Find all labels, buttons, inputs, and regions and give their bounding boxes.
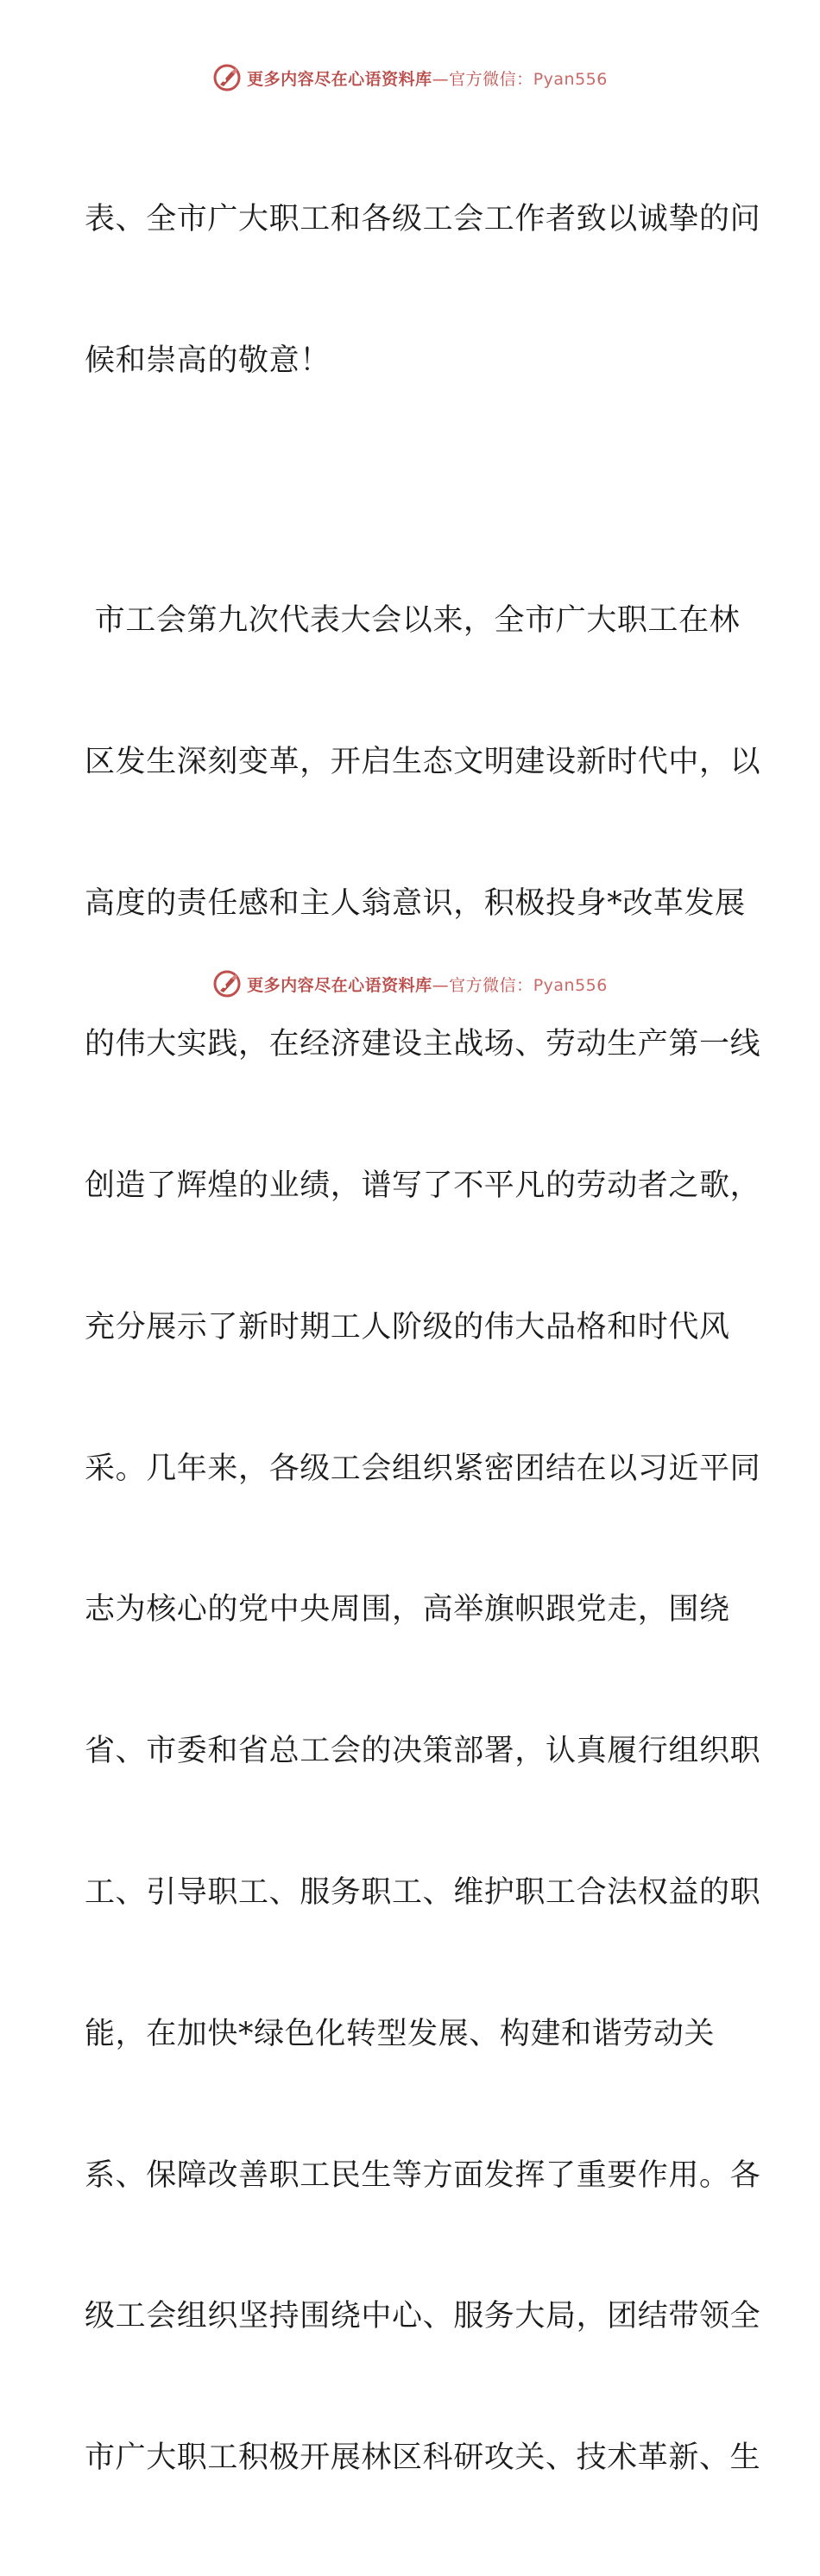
paragraph-2 xyxy=(85,503,761,2576)
footer-wechat-label: 官方微信： xyxy=(449,975,533,995)
footer-banner xyxy=(0,967,820,1001)
text-line: 的伟大实践，在经济建设主战场、劳动生产第一线 xyxy=(85,1027,761,1062)
header-wechat-label: 官方微信： xyxy=(449,69,533,89)
header-banner xyxy=(0,60,820,95)
text-line: 系、保障改善职工民生等方面发挥了重要作用。各 xyxy=(85,2157,761,2193)
text-line: 采。几年来，各级工会组织紧密团结在以习近平同 xyxy=(85,1451,761,1486)
text-line: 充分展示了新时期工人阶级的伟大品格和时代风 xyxy=(85,1309,730,1345)
text-line: 市广大职工积极开展林区科研攻关、技术革新、生 xyxy=(85,2441,761,2476)
header-dash: — xyxy=(432,69,450,89)
text-line: 级工会组织坚持围绕中心、服务大局，团结带领全 xyxy=(85,2299,761,2334)
text-line: 高度的责任感和主人翁意识，积极投身*改革发展 xyxy=(85,885,746,921)
pen-quill-logo-icon xyxy=(212,63,242,92)
text-line: 表、全市广大职工和各级工会工作者致以诚挚的问 xyxy=(85,202,761,237)
header-text xyxy=(247,66,608,90)
text-line: 志为核心的党中央周围，高举旗帜跟党走，围绕 xyxy=(85,1592,730,1628)
footer-text xyxy=(247,973,608,996)
footer-site-text: 更多内容尽在心语资料库 xyxy=(247,975,432,995)
text-line: 工、引导职工、服务职工、维护职工合法权益的职 xyxy=(85,1874,761,1910)
text-line: 区发生深刻变革，开启生态文明建设新时代中，以 xyxy=(85,744,761,779)
text-line: 市工会第九次代表大会以来，全市广大职工在林 xyxy=(85,602,741,638)
text-line: 能，在加快*绿色化转型发展、构建和谐劳动关 xyxy=(85,2016,716,2051)
footer-wechat-id: Pyan556 xyxy=(533,975,608,995)
text-line: 候和崇高的敬意！ xyxy=(85,343,331,378)
text-line: 省、市委和省总工会的决策部署，认真履行组织职 xyxy=(85,1734,761,1769)
document-body xyxy=(85,102,761,2576)
paragraph-1 xyxy=(85,102,761,479)
header-wechat-id: Pyan556 xyxy=(533,69,608,89)
footer-dash: — xyxy=(432,975,450,995)
header-site-text: 更多内容尽在心语资料库 xyxy=(247,69,432,89)
text-line: 创造了辉煌的业绩，谱写了不平凡的劳动者之歌， xyxy=(85,1168,761,1204)
pen-quill-logo-icon xyxy=(212,969,242,998)
